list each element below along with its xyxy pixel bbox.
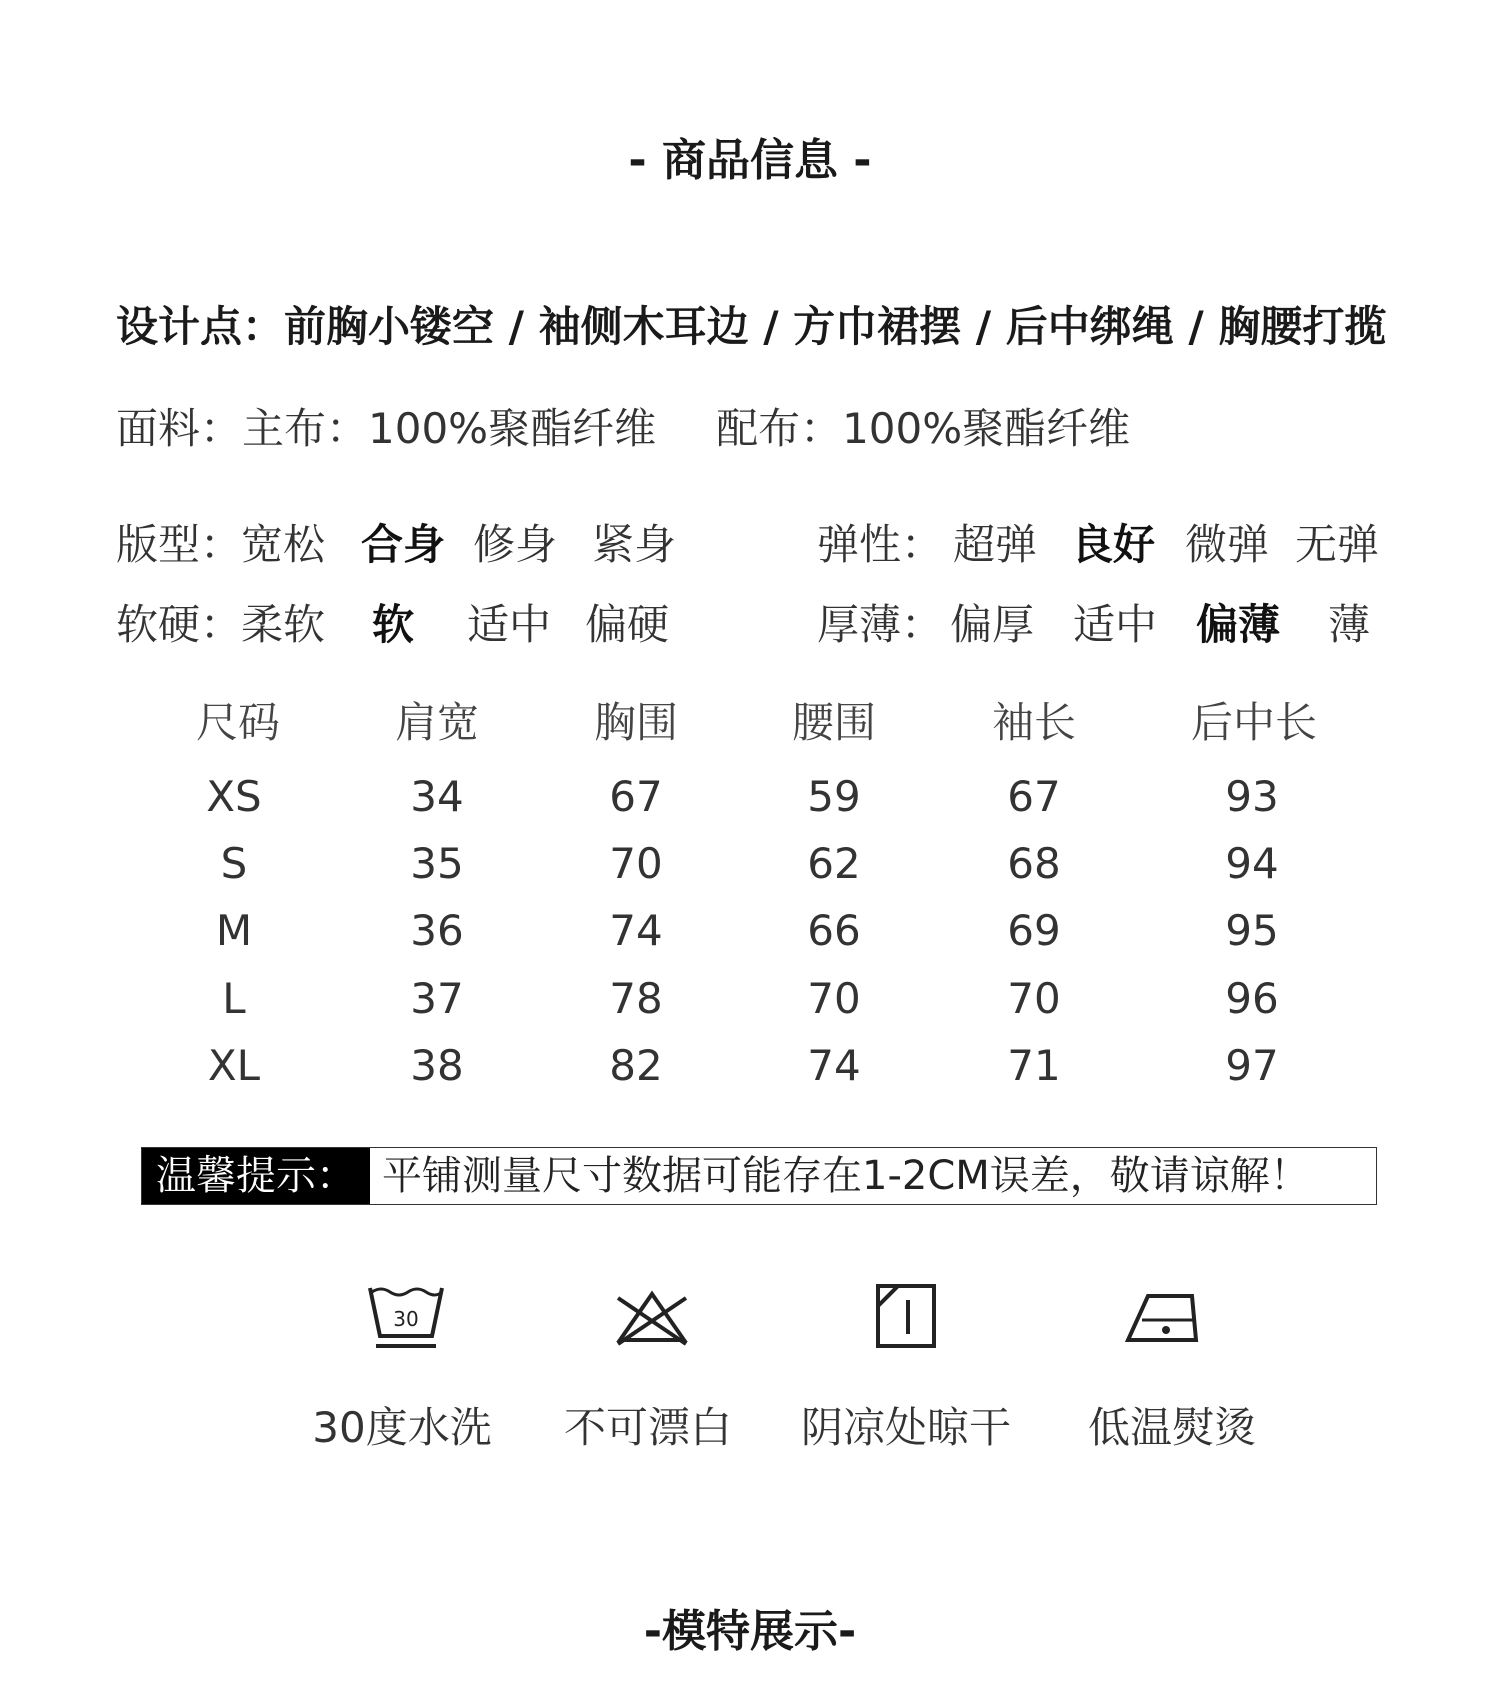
table-cell: 69 <box>1007 906 1061 955</box>
low-iron-icon <box>1054 1280 1274 1352</box>
table-cell: 37 <box>410 974 464 1023</box>
table-cell: 93 <box>1225 772 1279 821</box>
table-cell: L <box>222 974 246 1023</box>
fit-option-slim: 修身 <box>473 520 558 569</box>
fit-option-loose: 宽松 <box>241 520 326 569</box>
fabric-main: 面料：主布：100%聚酯纤维 <box>116 404 657 453</box>
fit-option-regular: 合身 <box>361 520 446 569</box>
thickness-label: 厚薄： <box>817 600 944 649</box>
table-cell: 36 <box>410 906 464 955</box>
table-cell: M <box>215 906 253 955</box>
table-cell: 97 <box>1225 1041 1279 1090</box>
fit-option-tight: 紧身 <box>592 520 677 569</box>
table-cell: 59 <box>807 772 861 821</box>
care-label-shade-dry: 阴凉处晾干 <box>800 1403 1011 1452</box>
table-cell: 38 <box>410 1041 464 1090</box>
thickness-option-thin: 偏薄 <box>1196 600 1281 649</box>
shade-dry-icon <box>796 1280 1016 1352</box>
softness-option-soft: 软 <box>372 600 415 649</box>
tip-text: 平铺测量尺寸数据可能存在1-2CM误差，敬请谅解！ <box>382 1153 1310 1199</box>
table-cell: 94 <box>1225 839 1279 888</box>
elasticity-option-super: 超弹 <box>953 520 1038 569</box>
table-header: 腰围 <box>791 698 876 747</box>
thickness-option-very-thin: 薄 <box>1328 600 1371 649</box>
elasticity-option-none: 无弹 <box>1295 520 1380 569</box>
no-bleach-icon <box>542 1280 762 1352</box>
wash-30-icon <box>296 1280 516 1352</box>
fabric-info <box>116 396 1130 456</box>
softness-label: 软硬： <box>116 600 243 649</box>
section-title-product-info: - 商品信息 - <box>628 135 872 186</box>
table-cell: 68 <box>1007 839 1061 888</box>
table-cell: 34 <box>410 772 464 821</box>
table-header: 袖长 <box>991 698 1076 747</box>
table-header: 肩宽 <box>394 698 479 747</box>
elasticity-option-slight: 微弹 <box>1185 520 1270 569</box>
measurement-tip <box>141 1147 1377 1205</box>
care-label-no-bleach: 不可漂白 <box>563 1403 732 1452</box>
thickness-option-thick: 偏厚 <box>950 600 1035 649</box>
table-cell: 96 <box>1225 974 1279 1023</box>
table-cell: XS <box>206 772 262 821</box>
table-cell: 35 <box>410 839 464 888</box>
table-cell: 67 <box>609 772 663 821</box>
softness-option-very-soft: 柔软 <box>241 600 326 649</box>
table-cell: 70 <box>807 974 861 1023</box>
table-cell: XL <box>207 1041 261 1090</box>
table-header: 后中长 <box>1190 698 1317 747</box>
table-cell: 78 <box>609 974 663 1023</box>
elasticity-option-good: 良好 <box>1071 520 1156 569</box>
table-cell: 70 <box>1007 974 1061 1023</box>
table-cell: 74 <box>807 1041 861 1090</box>
table-cell: 95 <box>1225 906 1279 955</box>
wash-temp-label: 30 <box>393 1307 419 1331</box>
table-cell: 62 <box>807 839 861 888</box>
fabric-secondary: 配布：100%聚酯纤维 <box>716 404 1131 453</box>
table-cell: 82 <box>609 1041 663 1090</box>
design-points: 设计点：前胸小镂空 / 袖侧木耳边 / 方巾裙摆 / 后中绑绳 / 胸腰打揽 <box>116 302 1387 351</box>
table-cell: S <box>220 839 248 888</box>
care-label-wash: 30度水洗 <box>312 1403 492 1452</box>
table-header: 尺码 <box>195 698 280 747</box>
tip-label: 温馨提示： <box>142 1148 370 1204</box>
table-cell: 66 <box>807 906 861 955</box>
table-cell: 70 <box>609 839 663 888</box>
table-header: 胸围 <box>593 698 678 747</box>
softness-option-medium: 适中 <box>467 600 552 649</box>
softness-option-hard: 偏硬 <box>585 600 670 649</box>
care-label-low-iron: 低温熨烫 <box>1087 1403 1256 1452</box>
fit-label: 版型： <box>116 520 243 569</box>
table-cell: 74 <box>609 906 663 955</box>
table-cell: 67 <box>1007 772 1061 821</box>
table-cell: 71 <box>1007 1041 1061 1090</box>
thickness-option-medium: 适中 <box>1073 600 1158 649</box>
elasticity-label: 弹性： <box>817 520 944 569</box>
section-title-model-display: -模特展示- <box>643 1606 857 1657</box>
